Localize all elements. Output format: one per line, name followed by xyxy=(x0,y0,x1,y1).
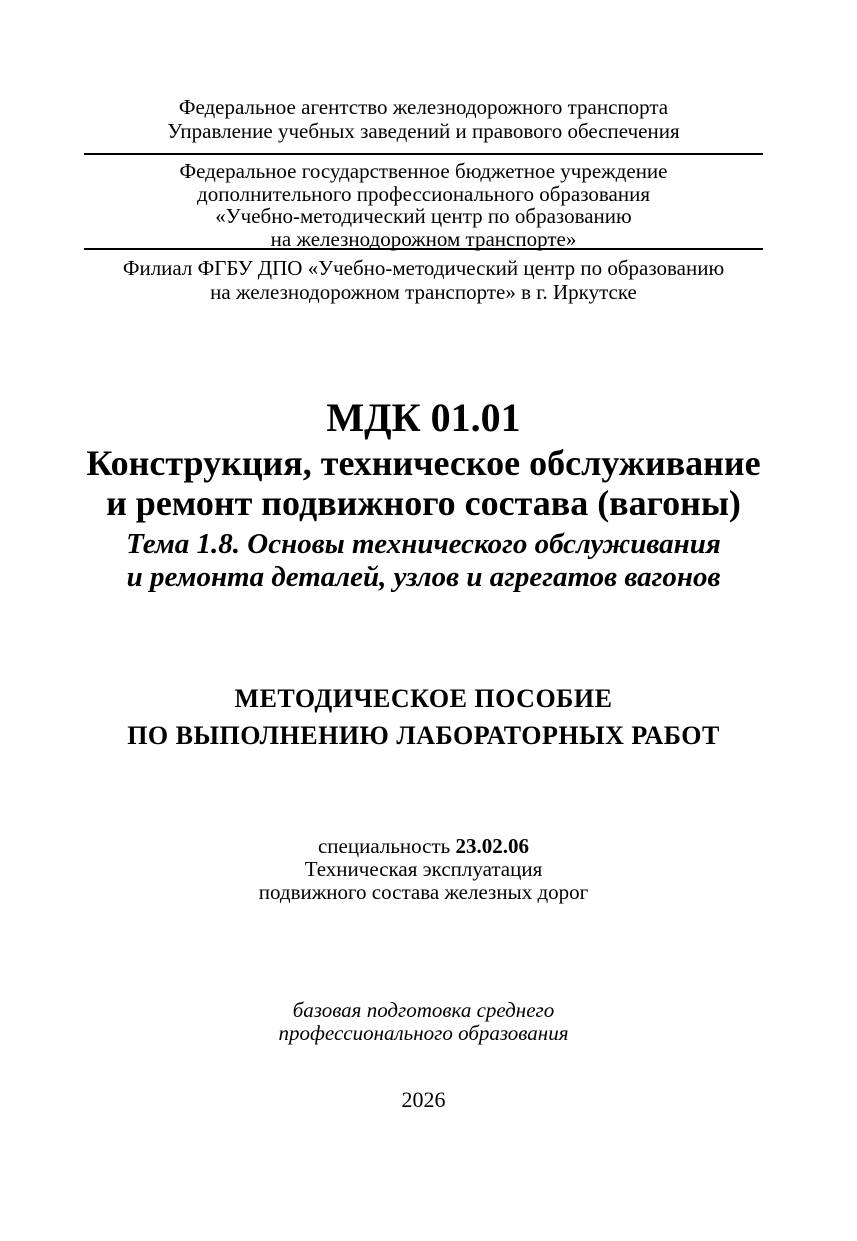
topic-subtitle-line: Тема 1.8. Основы технического обслуживания xyxy=(126,528,721,560)
course-code: МДК 01.01 xyxy=(326,395,521,440)
topic-subtitle-line: и ремонта деталей, узлов и агрегатов вагонов xyxy=(126,561,721,593)
branch-header xyxy=(84,256,763,304)
course-title-line: Конструкция, техническое обслуживание xyxy=(86,443,761,483)
document-type xyxy=(84,680,763,754)
horizontal-rule-bottom xyxy=(84,248,763,250)
institution-line: Федеральное государственное бюджетное учреждение xyxy=(179,159,668,183)
branch-line: Филиал ФГБУ ДПО «Учебно-методический центр по образованию xyxy=(122,256,725,280)
specialty-name-line: Техническая эксплуатация xyxy=(304,857,543,881)
horizontal-rule-top xyxy=(84,153,763,155)
agency-line: Федеральное агентство железнодорожного транспорта xyxy=(178,95,669,119)
institution-line: «Учебно-методический центр по образованию xyxy=(215,204,632,228)
course-title-line: и ремонт подвижного состава (вагоны) xyxy=(106,483,741,523)
branch-line: на железнодорожном транспорте» в г. Иркутске xyxy=(210,280,637,304)
course-title xyxy=(84,443,763,523)
institution-line: дополнительного профессионального образования xyxy=(197,181,650,206)
agency-header xyxy=(84,95,763,143)
specialty-code-line xyxy=(84,835,763,858)
publication-year: 2026 xyxy=(401,1087,446,1112)
agency-line: Управление учебных заведений и правового обеспечения xyxy=(167,119,680,143)
specialty-name-line: подвижного состава железных дорог xyxy=(258,880,589,904)
institution-line: на железнодорожном транспорте» xyxy=(270,226,577,251)
institution-header xyxy=(84,160,763,250)
document-type-line: МЕТОДИЧЕСКОЕ ПОСОБИЕ xyxy=(234,684,613,713)
training-level-line: профессионального образования xyxy=(278,1021,569,1045)
specialty-code: 23.02.06 xyxy=(455,834,529,858)
specialty-block xyxy=(84,835,763,904)
specialty-label: специальность xyxy=(317,834,451,858)
training-level-line: базовая подготовка среднего xyxy=(292,998,555,1022)
topic-subtitle xyxy=(84,528,763,594)
training-level xyxy=(84,999,763,1045)
document-type-line: ПО ВЫПОЛНЕНИЮ ЛАБОРАТОРНЫХ РАБОТ xyxy=(127,721,720,750)
